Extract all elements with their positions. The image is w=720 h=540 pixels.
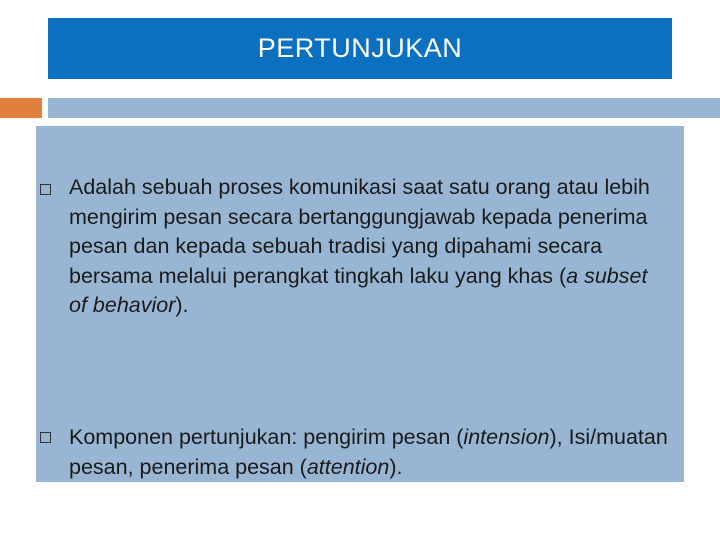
bullet-2-italic-1: intension <box>463 425 550 449</box>
bullet-2-italic-2: attention <box>306 454 390 479</box>
bullet-paragraph-2 <box>69 423 669 482</box>
bullet-2-text-middle: ), Isi/muatan pesan, penerima pesan ( <box>69 425 668 479</box>
slide-title: PERTUNJUKAN <box>257 33 463 63</box>
bullet-2-text: Komponen pertunjukan: pengirim pesan ( <box>69 425 464 449</box>
bullet-square-icon <box>40 184 51 195</box>
title-bar <box>48 18 672 79</box>
bullet-1-text: Adalah sebuah proses komunikasi saat satu orang atau lebih mengirim pesan secara bertanggungjawab kepada penerima pesan dan kepada sebuah tradisi yang dipahami secara bersama melalui perangkat tingkah laku yang khas ( <box>69 175 650 288</box>
bullet-1-text-end: ). <box>175 293 189 317</box>
bullet-1-italic: a subset of behavior <box>69 263 648 317</box>
bullet-2-text-end: ). <box>389 454 403 479</box>
accent-bar-blue <box>48 98 720 118</box>
bullet-paragraph-1 <box>69 173 669 321</box>
bullet-square-icon <box>40 432 51 443</box>
accent-bar-orange <box>0 98 42 118</box>
